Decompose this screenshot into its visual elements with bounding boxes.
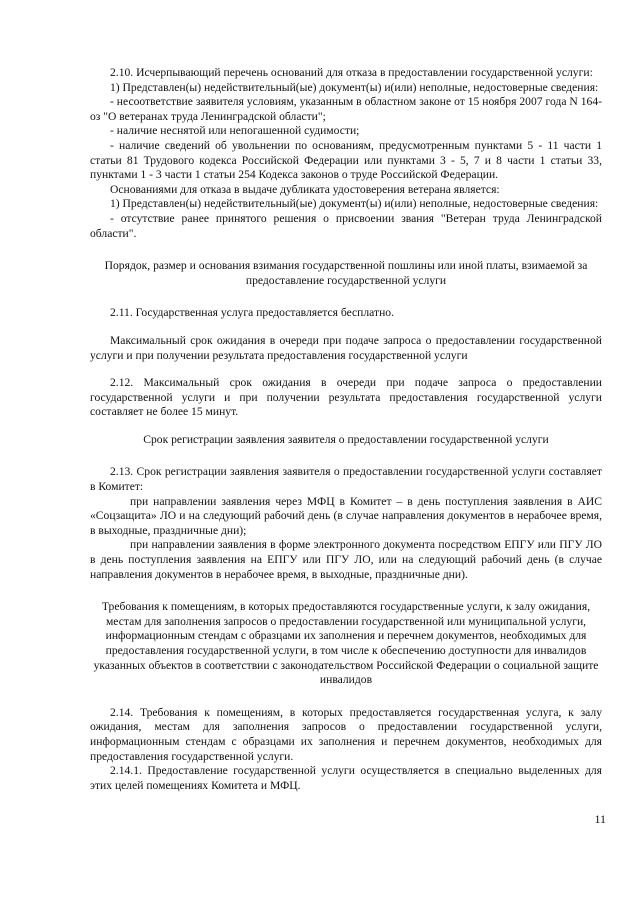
page-content bbox=[90, 66, 602, 793]
section-heading-registration: Срок регистрации заявления заявителя о предоставлении государственной услуги bbox=[143, 432, 549, 446]
page-number: 11 bbox=[594, 812, 606, 826]
section-heading-fee: Порядок, размер и основания взимания государственной пошлины или иной платы, взимаемой за предоставление государственной услуги bbox=[104, 259, 588, 287]
paragraph-2-13-mfc: при направлении заявления через МФЦ в Комитет – в день поступления заявления в АИС «Соцзащита» ЛО и на следующий рабочий день (в случае направления документов в нерабочее время, в выходные, праздничные дни); bbox=[90, 494, 602, 537]
paragraph-2-10: 2.10. Исчерпывающий перечень оснований для отказа в предоставлении государственной услуги: bbox=[110, 66, 593, 79]
paragraph-2-13: 2.13. Срок регистрации заявления заявителя о предоставлении государственной услуги составляет в Комитет: bbox=[90, 465, 602, 494]
paragraph-2-12: 2.12. Максимальный срок ожидания в очереди при подаче запроса о предоставлении государственной услуги и при получении результата предоставления государственной услуги составляет не более 15 минут. bbox=[90, 376, 602, 419]
paragraph-2-14-1: 2.14.1. Предоставление государственной услуги осуществляется в специально выделенных для этих целей помещениях Комитета и МФЦ. bbox=[90, 764, 602, 792]
paragraph-duplicate-refusal: Основаниями для отказа в выдаче дубликата удостоверения ветерана является: bbox=[110, 182, 500, 196]
paragraph-2-10-item-1-bullet-2: - наличие неснятой или непогашенной судимости; bbox=[110, 124, 360, 138]
paragraph-2-14: 2.14. Требования к помещениям, в которых предоставляется государственная услуга, к залу ожидания, местам для заполнения запросов о предоставлении государственной услуги, информационным стендам с образцами их заполнения и перечнем документов, необходимых для предоставления государственной услуги. bbox=[90, 705, 602, 763]
paragraph-2-10-item-1-bullet-1: - несоответствие заявителя условиям, указанным в областном законе от 15 ноября 2007 года N 164-оз "О ветеранах труда Ленинградской области"; bbox=[90, 95, 602, 123]
paragraph-duplicate-item-1: 1) Представлен(ы) недействительный(ые) документ(ы) и(или) неполные, недостоверные сведения: bbox=[110, 197, 599, 211]
section-heading-premises: Требования к помещениям, в которых предоставляются государственные услуги, к залу ожидания, местам для заполнения запросов о предоставлении государственной или муниципальной услуги, информационным стендам с образцами их заполнения и перечнем документов, необходимых для предоставления государственной услуги, в том числе к обеспечению доступности для инвалидов указанных объектов в соответствии с законодательством Российской Федерации о социальной защите инвалидов bbox=[93, 600, 599, 687]
paragraph-duplicate-bullet-1: - отсутствие ранее принятого решения о присвоении звания "Ветеран труда Ленинградской области". bbox=[90, 211, 602, 240]
paragraph-2-10-item-1-bullet-3: - наличие сведений об увольнении по основаниям, предусмотренным пунктами 5 - 11 части 1 статьи 81 Трудового кодекса Российской Федерации или пунктами 3 - 5, 7 и 8 части 1 статьи 33, пунктами 1 - 3 части 1 статьи 254 Кодекса законов о труде Российской Федерации. bbox=[90, 138, 602, 182]
paragraph-2-11: 2.11. Государственная услуга предоставляется бесплатно. bbox=[110, 306, 394, 320]
paragraph-2-13-epgu: при направлении заявления в форме электронного документа посредством ЕПГУ или ПГУ ЛО в день поступления заявления на ЕПГУ или ПГУ ЛО, или на следующий рабочий день (в случае направления документов в нерабочее время, в выходные, праздничные дни). bbox=[90, 538, 602, 581]
paragraph-2-10-item-1: 1) Представлен(ы) недействительный(ые) документ(ы) и(или) неполные, недостоверные сведения: bbox=[110, 80, 599, 94]
section-heading-waiting-time: Максимальный срок ожидания в очереди при подаче запроса о предоставлении государственной услуги и при получении результата предоставления государственной услуги bbox=[90, 333, 602, 362]
